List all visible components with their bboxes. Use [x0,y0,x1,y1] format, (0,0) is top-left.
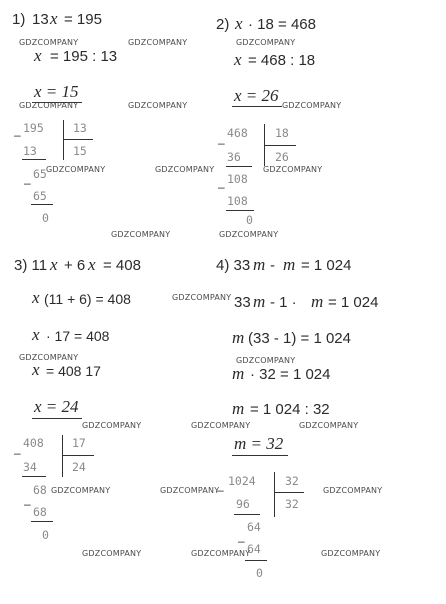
subtrahend-1: 96 [236,497,250,511]
problem-2-answer-underline [232,106,282,107]
problem-4-step1-a: 33 [234,294,251,311]
watermark: GDZCOMPANY [19,38,79,47]
remainder-final: 0 [42,211,49,225]
watermark: GDZCOMPANY [263,165,323,174]
problem-4-var-b: m [283,255,296,274]
sub-line-2 [31,204,53,205]
watermark: GDZCOMPANY [321,549,381,558]
problem-4-step2-var: m [232,328,245,347]
subtrahend-2: 108 [227,194,248,208]
divisor-line [62,455,94,456]
remainder-1: 64 [247,520,261,534]
watermark: GDZCOMPANY [128,101,188,110]
watermark: GDZCOMPANY [46,165,106,174]
problem-1-coef: 13 [32,11,49,28]
subtrahend-1: 36 [227,150,241,164]
minus-sign: – [14,128,21,142]
watermark: GDZCOMPANY [160,486,220,495]
sub-line-1 [234,514,260,515]
sub-line-1 [22,159,46,160]
watermark: GDZCOMPANY [191,421,251,430]
problem-2-var: x [235,14,243,33]
divisor-line [274,492,304,493]
minus-sign: – [24,176,31,190]
watermark: GDZCOMPANY [82,549,142,558]
problem-3-step1-var: x [32,288,40,307]
sub-line-2 [31,521,53,522]
divisor-line [264,145,296,146]
quotient: 24 [72,460,86,474]
problem-3-step2-rest: · 17 = 408 [46,328,110,344]
dividend: 468 [227,126,248,140]
problem-4-label: 4) 33 [216,257,251,274]
divisor: 13 [73,121,87,135]
problem-2-answer: x = 26 [234,86,279,105]
sub-line-1 [226,166,252,167]
problem-3-var-b: x [88,255,96,274]
division-bar [63,120,64,160]
dividend: 1024 [228,474,256,488]
problem-2-step1-rhs: = 468 : 18 [248,52,316,69]
problem-3-step1-rest: (11 + 6) = 408 [44,291,131,307]
remainder-final: 0 [246,213,253,227]
remainder-1: 65 [33,167,47,181]
problem-3-answer: x = 24 [34,397,79,416]
problem-3-step3-rest: = 408 17 [46,363,101,379]
problem-3-var-a: x [50,255,58,274]
subtrahend-1: 13 [23,144,37,158]
problem-1-step1-var: x [34,46,42,65]
problem-3-step2-var: x [32,325,40,344]
problem-3-label: 3) 11 [14,257,48,274]
problem-4-answer-underline [232,455,288,456]
minus-sign: – [14,446,21,460]
watermark: GDZCOMPANY [155,165,215,174]
sub-line-2 [245,560,267,561]
problem-1-step1-rhs: = 195 : 13 [50,48,118,65]
watermark: GDZCOMPANY [219,230,279,239]
problem-4-step1-var-a: m [253,292,266,311]
problem-4-equation-rhs: = 1 024 [301,257,352,274]
minus-sign: – [24,497,31,511]
problem-1-equation-rhs: = 195 [64,11,102,28]
problem-3-equation-rhs: = 408 [103,257,141,274]
problem-4-step2-rest: (33 - 1) = 1 024 [248,330,351,347]
division-bar [62,435,63,477]
division-bar [274,472,275,517]
minus-sign: – [218,180,225,194]
problem-2-step1-var: x [234,50,242,69]
watermark: GDZCOMPANY [236,38,296,47]
minus-sign: – [238,534,245,548]
watermark: GDZCOMPANY [191,549,251,558]
subtrahend-1: 34 [23,460,37,474]
watermark: GDZCOMPANY [236,356,296,365]
problem-4-step1-b: - 1 · [270,294,297,311]
watermark: GDZCOMPANY [111,230,171,239]
remainder-1: 68 [33,483,47,497]
problem-4-step3-rest: · 32 = 1 024 [250,366,331,383]
problem-1-var: x [50,9,58,28]
dividend: 195 [23,121,44,135]
remainder-1: 108 [227,172,248,186]
problem-2-equation-rest: · 18 = 468 [248,16,316,33]
problem-1-label: 1) [12,11,26,28]
watermark: GDZCOMPANY [19,101,79,110]
problem-4-step4-var: m [232,399,245,418]
problem-1-answer: x = 15 [34,82,79,101]
quotient: 15 [73,144,87,158]
problem-4-step3-var: m [232,364,245,383]
problem-4-eq-mid: - [270,257,275,274]
watermark: GDZCOMPANY [282,101,342,110]
watermark: GDZCOMPANY [323,486,383,495]
problem-2-label: 2) [216,16,230,33]
remainder-final: 0 [42,528,49,542]
minus-sign: – [218,136,225,150]
problem-4-var-a: m [253,255,266,274]
watermark: GDZCOMPANY [19,353,79,362]
subtrahend-2: 64 [247,542,261,556]
remainder-final: 0 [256,566,263,580]
divisor-line [63,139,93,140]
problem-4-step4-rest: = 1 024 : 32 [250,401,330,418]
problem-3-step3-var: x [32,360,40,379]
problem-4-step1-rhs: = 1 024 [328,294,379,311]
sub-line-2 [226,210,254,211]
subtrahend-2: 65 [33,189,47,203]
quotient: 26 [275,150,289,164]
problem-4-step1-var-b: m [311,292,324,311]
watermark: GDZCOMPANY [82,421,142,430]
dividend: 408 [23,436,44,450]
watermark: GDZCOMPANY [299,421,359,430]
problem-3-mid: + 6 [64,257,86,274]
watermark: GDZCOMPANY [51,486,111,495]
divisor: 17 [72,436,86,450]
watermark: GDZCOMPANY [128,38,188,47]
minus-sign: – [217,483,224,497]
watermark: GDZCOMPANY [172,293,232,302]
divisor: 32 [285,474,299,488]
sub-line-1 [22,476,46,477]
problem-4-answer: m = 32 [234,434,284,453]
quotient: 32 [285,497,299,511]
divisor: 18 [275,126,289,140]
subtrahend-2: 68 [33,505,47,519]
problem-3-answer-underline [32,418,82,419]
